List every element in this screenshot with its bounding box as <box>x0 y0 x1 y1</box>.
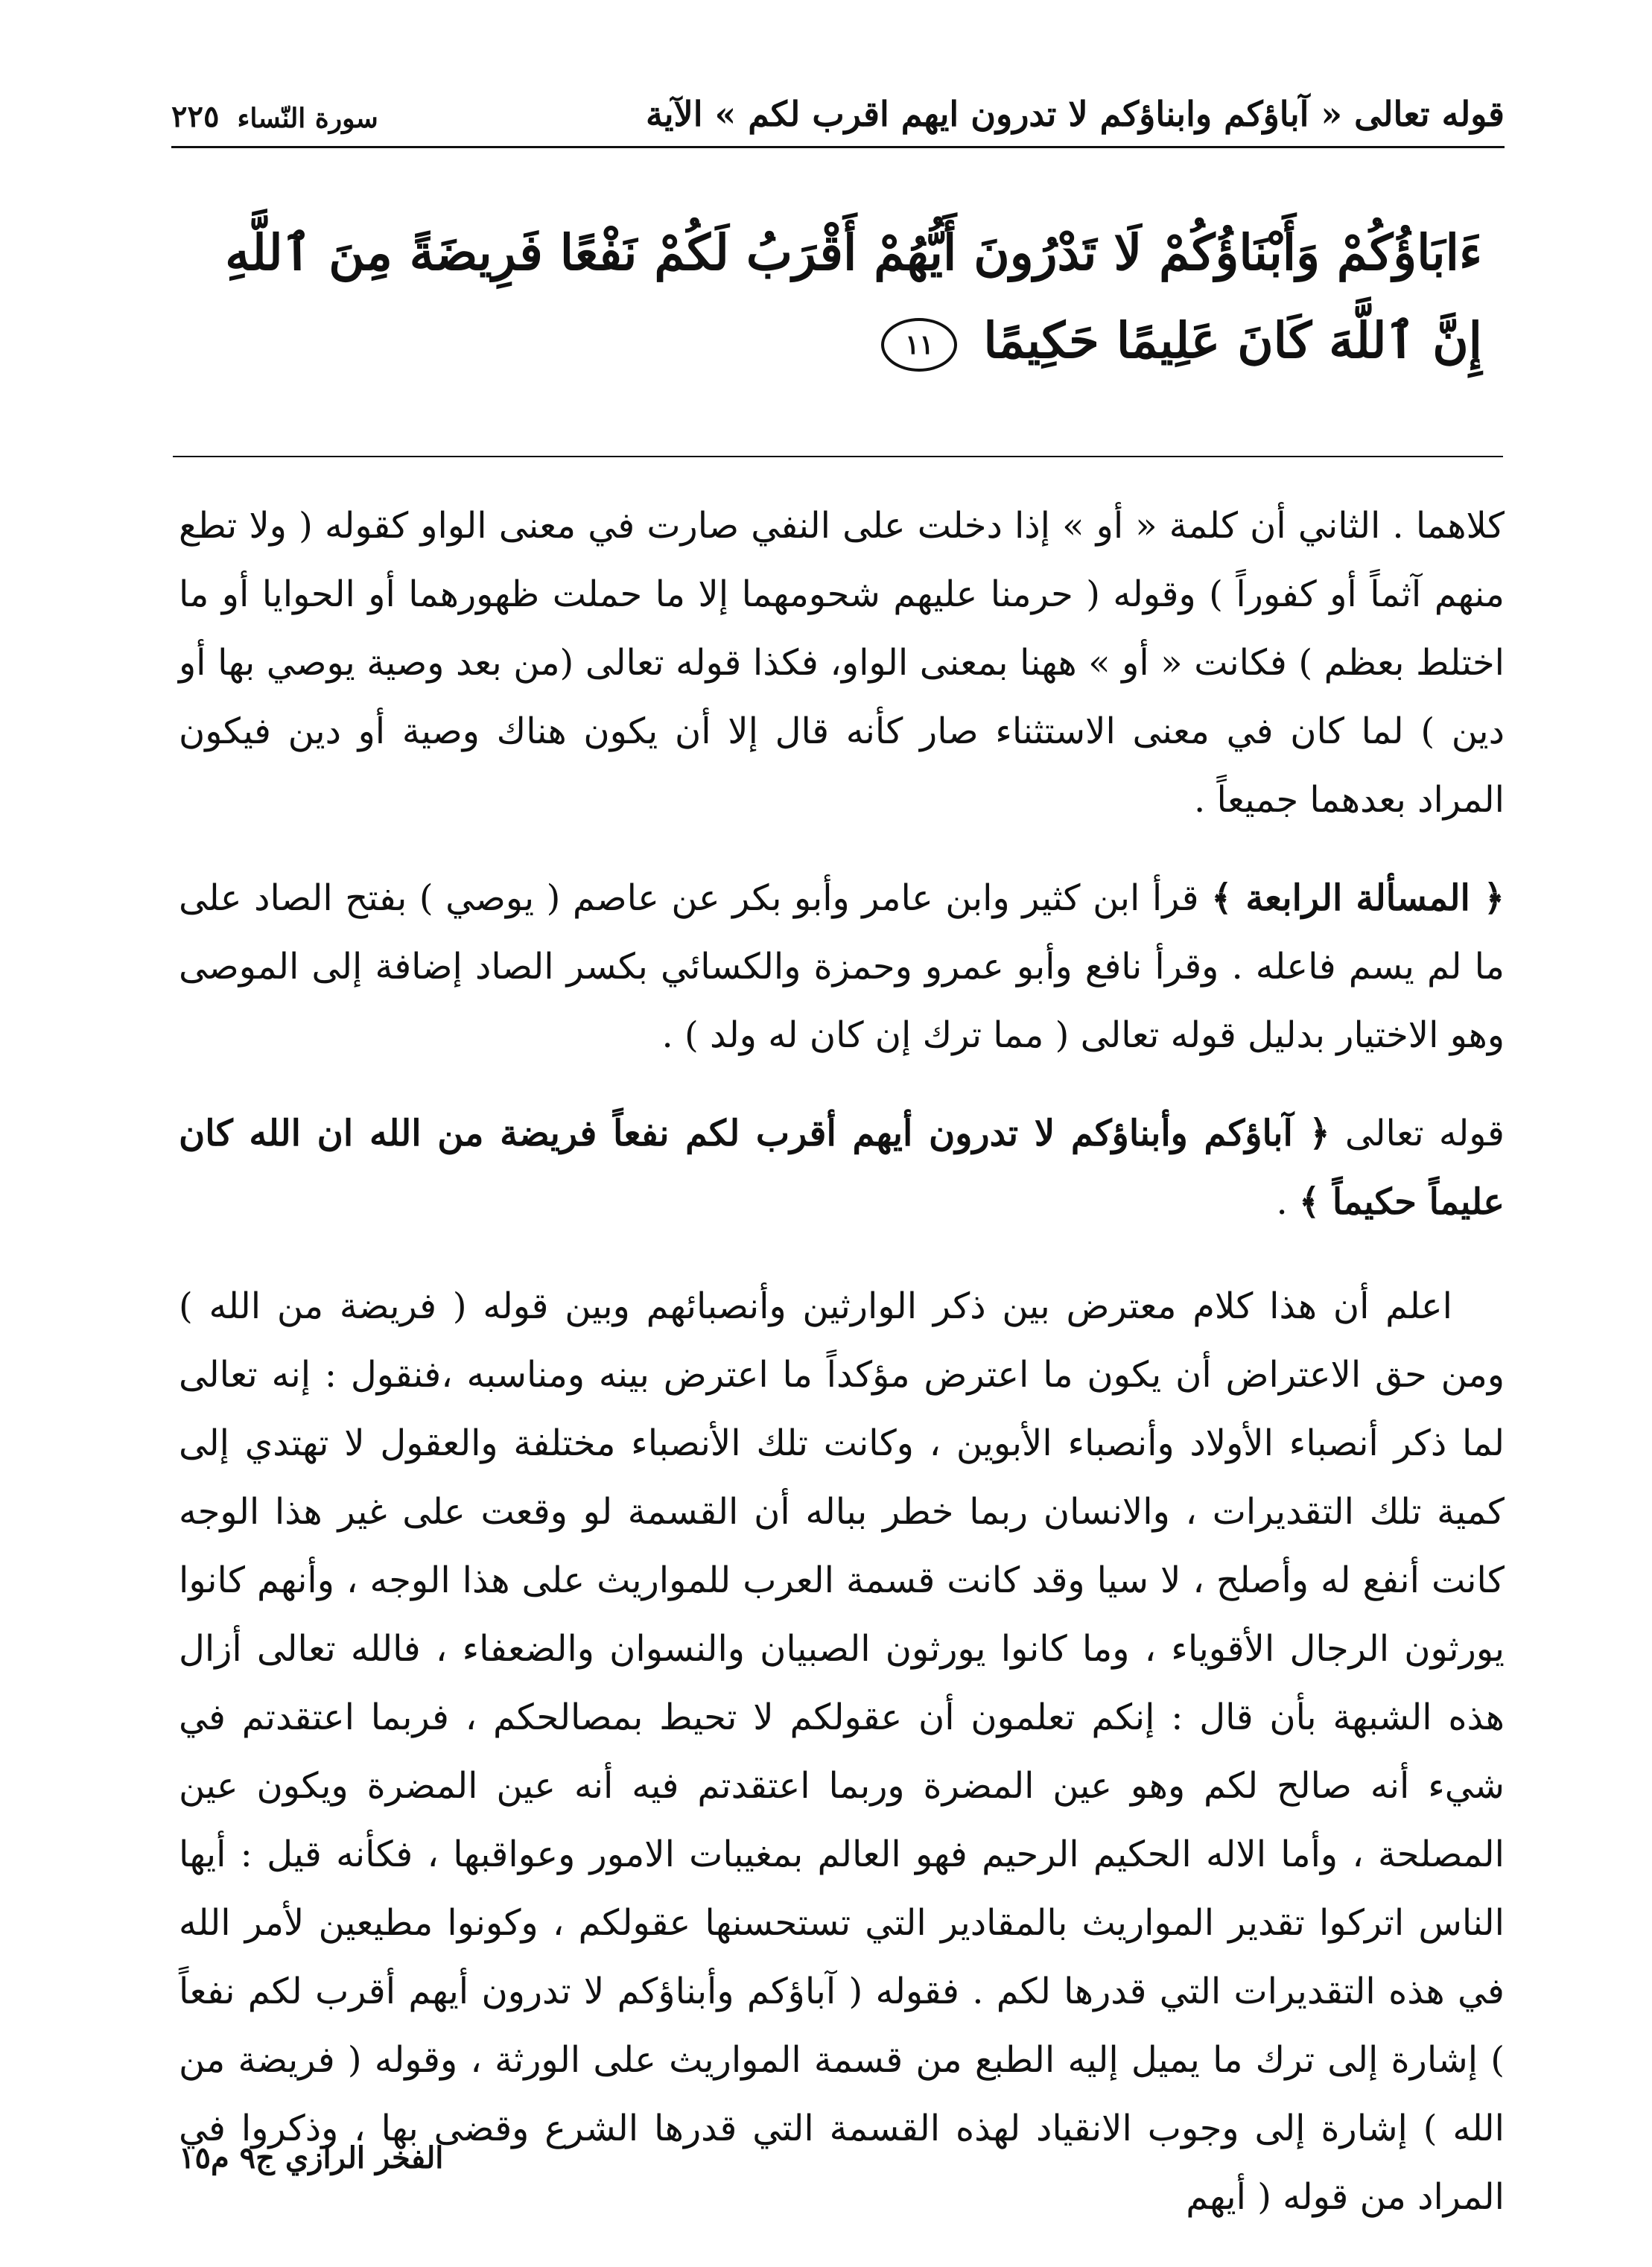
verse-text: ءَابَاؤُكُمْ وَأَبْنَاؤُكُمْ لَا تَدْرُونَ أَيُّهُمْ أَقْرَبُ لَكُمْ نَفْعًا فَرِيضَةً مِنَ ٱللَّهِ إِنَّ ٱللَّهَ كَانَ عَلِيمًا حَكِيمًا <box>225 223 1482 369</box>
quran-verse <box>201 209 1482 384</box>
page-number: ٢٢٥ <box>171 99 220 134</box>
paragraph-2-text: قرأ ابن كثير وابن عامر وأبو بكر عن عاصم ( يوصي ) بفتح الصاد على ما لم يسم فاعله . وقرأ نافع وأبو عمرو وحمزة والكسائي بكسر الصاد إضافة إلى الموصى وهو الاختيار بدليل قوله تعالى ( مما ترك إن كان له ولد ) . <box>179 877 1505 1056</box>
surah-name: سورة النّساء <box>237 103 378 134</box>
footer-signature: الفخر الرازي ج٩ م١٥ <box>179 2140 444 2175</box>
header-rule <box>171 146 1505 148</box>
verse-divider <box>173 456 1503 457</box>
paragraph-2 <box>179 864 1505 1069</box>
issue-heading: ﴿ المسألة الرابعة ﴾ <box>1211 877 1505 919</box>
header-title: قوله تعالى « آباؤكم وابناؤكم لا تدرون ايهم اقرب لكم » الآية <box>646 94 1505 134</box>
quote-prefix: قوله تعالى <box>1344 1113 1505 1154</box>
quoted-verse: ﴿ آباؤكم وأبناؤكم لا تدرون أيهم أقرب لكم نفعاً فريضة من الله ان الله كان عليماً حكيماً ﴾ <box>179 1113 1505 1223</box>
header-meta <box>171 99 378 134</box>
verse-number-marker: ١١ <box>881 318 957 372</box>
running-header <box>171 74 1505 134</box>
paragraph-4: اعلم أن هذا كلام معترض بين ذكر الوارثين وأنصبائهم وبين قوله ( فريضة من الله ) ومن حق الاعتراض أن يكون ما اعترض مؤكداً ما اعترض بينه ومناسبه ،فنقول : إنه تعالى لما ذكر أنصباء الأولاد وأنصباء الأبوين ، وكانت تلك الأنصباء مختلفة والعقول لا تهتدي إلى كمية تلك التقديرات ، والانسان ربما خطر بباله أن القسمة لو وقعت على غير هذا الوجه كانت أنفع له وأصلح ، لا سيا وقد كانت قسمة العرب للمواريث على هذا الوجه ، وأنهم كانوا يورثون الرجال الأقوياء ، وما كانوا يورثون الصبيان والنسوان والضعفاء ، فالله تعالى أزال هذه الشبهة بأن قال : إنكم تعلمون أن عقولكم لا تحيط بمصالحكم ، فربما اعتقدتم في شيء أنه صالح لكم وهو عين المضرة وربما اعتقدتم فيه أنه عين المضرة ويكون عين المصلحة ، وأما الاله الحكيم الرحيم فهو العالم بمغيبات الامور وعواقبها ، فكأنه قيل : أيها الناس اتركوا تقدير المواريث بالمقادير التي تستحسنها عقولكم ، وكونوا مطيعين لأمر الله في هذه التقديرات التي قدرها لكم . فقوله ( آباؤكم وأبناؤكم لا تدرون أيهم أقرب لكم نفعاً ) إشارة إلى ترك ما يميل إليه الطبع من قسمة المواريث على الورثة ، وقوله ( فريضة من الله ) إشارة إلى وجوب الانقياد لهذه القسمة التي قدرها الشرع وقضى بها ، وذكروا في المراد من قوله ( أيهم <box>179 1285 1505 2218</box>
quote-end: . <box>1276 1181 1288 1223</box>
paragraph-3 <box>179 1099 1505 1236</box>
paragraph-1: كلاهما . الثاني أن كلمة « أو » إذا دخلت على النفي صارت في معنى الواو كقوله ( ولا تطع منهم آثماً أو كفوراً ) وقوله ( حرمنا عليهم شحومهما إلا ما حملت ظهورهما أو الحوايا أو ما اختلط بعظم ) فكانت « أو » ههنا بمعنى الواو، فكذا قوله تعالى (من بعد وصية يوصي بها أو دين ) لما كان في معنى الاستثناء صار كأنه قال إلا أن يكون هناك وصية أو دين فيكون المراد بعدهما جميعاً . <box>179 505 1505 821</box>
commentary-body <box>179 492 1505 2231</box>
